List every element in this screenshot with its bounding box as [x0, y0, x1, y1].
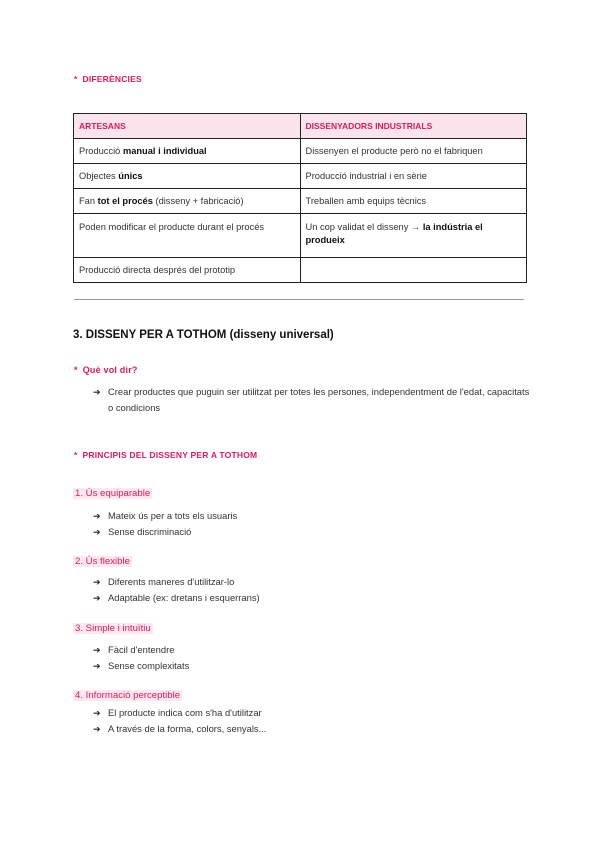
list-item: ➔ Adaptable (ex: dretans i esquerrans) [93, 590, 260, 606]
list-item: ➔ Crear productes que puguin ser utilitzat per totes les persones, independentment de l'edat, capacitats o condicions [93, 386, 530, 413]
bold-text: la indústria el produeix [305, 222, 483, 245]
star-icon: * [74, 450, 78, 460]
table-cell: Objectes únics [74, 164, 301, 189]
differences-table [73, 113, 527, 283]
bold-text: tot el procés [97, 196, 153, 206]
arrow-icon: ➔ [93, 577, 101, 587]
principle-list [93, 508, 237, 540]
list-item: ➔ Sense discriminació [93, 524, 237, 540]
section-title: 3. DISSENY PER A TOTHOM (disseny universal) [73, 329, 334, 341]
principle-title: 4. Informació perceptible [75, 690, 181, 701]
arrow-icon: ➔ [93, 593, 101, 603]
table-row [74, 139, 527, 164]
differences-heading: * DIFERÈNCIES [74, 74, 142, 84]
table-cell: Poden modificar el producte durant el procés [74, 214, 301, 258]
bold-text: únics [118, 171, 143, 181]
principle-list [93, 642, 189, 674]
what-heading: * Què vol dir? [74, 365, 138, 375]
principle-title: 3. Simple i intuïtiu [75, 623, 151, 634]
principles-heading: * PRINCIPIS DEL DISSENY PER A TOTHOM [74, 450, 258, 460]
arrow-icon: ➔ [93, 527, 101, 537]
principle-title: 2. Ús flexible [75, 556, 130, 567]
principle-list [93, 705, 266, 737]
table-row [74, 164, 527, 189]
table-row [74, 258, 527, 283]
table-cell [300, 258, 527, 283]
arrow-icon: ➔ [93, 387, 101, 397]
arrow-icon: ➔ [93, 708, 101, 718]
table-cell: Fan tot el procés (disseny + fabricació) [74, 189, 301, 214]
arrow-icon: ➔ [93, 724, 101, 734]
header-dissenyadors: DISSENYADORS INDUSTRIALS [300, 114, 527, 139]
principle-title: 1. Ús equiparable [75, 488, 151, 499]
arrow-icon: ➔ [93, 661, 101, 671]
table-row [74, 214, 527, 258]
what-list [93, 384, 533, 416]
table-header-row [74, 114, 527, 139]
table-cell: Producció industrial i en sèrie [300, 164, 527, 189]
bold-text: manual i individual [122, 146, 207, 156]
list-item: ➔ Fàcil d'entendre [93, 642, 189, 658]
list-item: ➔ Sense complexitats [93, 658, 189, 674]
principle-list [93, 574, 260, 606]
arrow-icon: ➔ [93, 511, 101, 521]
star-icon: * [74, 74, 78, 84]
table-cell: Producció manual i individual [74, 139, 301, 164]
star-icon: * [74, 365, 78, 375]
header-artesans: ARTESANS [74, 114, 301, 139]
divider [74, 299, 524, 300]
list-item: ➔ El producte indica com s'ha d'utilitzar [93, 705, 266, 721]
arrow-icon: ➔ [93, 645, 101, 655]
list-item: ➔ A través de la forma, colors, senyals... [93, 721, 266, 737]
list-item: ➔ Diferents maneres d'utilitzar-lo [93, 574, 260, 590]
table-cell: Treballen amb equips tècnics [300, 189, 527, 214]
list-item: ➔ Mateix ús per a tots els usuaris [93, 508, 237, 524]
table-cell: Un cop validat el disseny → la indústria el produeix [300, 214, 527, 258]
table-row [74, 189, 527, 214]
table-cell: Dissenyen el producte però no el fabriquen [300, 139, 527, 164]
table-cell: Producció directa després del prototip [74, 258, 301, 283]
